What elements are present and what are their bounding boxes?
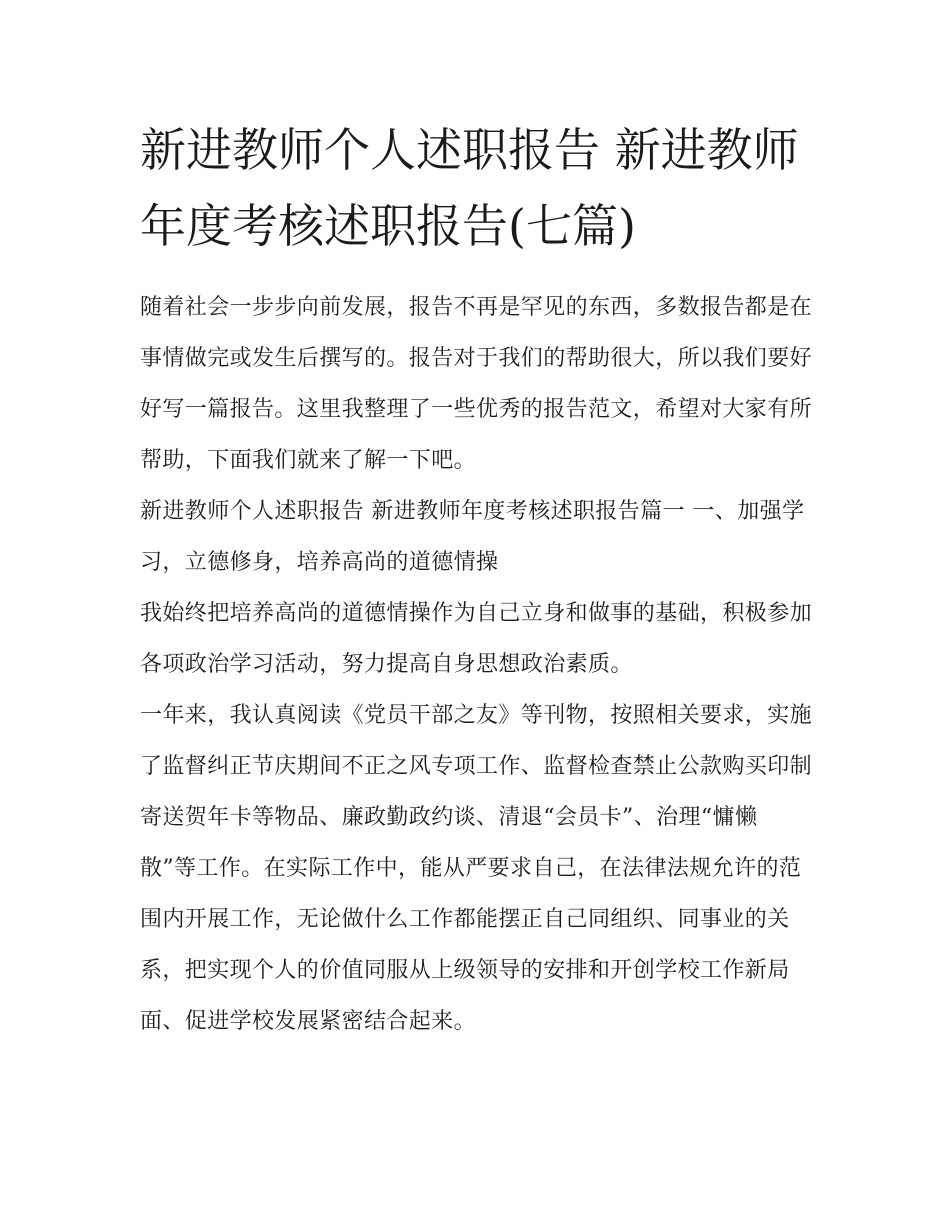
paragraph-intro: 随着社会一步步向前发展，报告不再是罕见的东西，多数报告都是在事情做完或发生后撰写的。报告对于我们的帮助很大，所以我们要好好写一篇报告。这里我整理了一些优秀的报告范文，希望对大家有所帮助，下面我们就来了解一下吧。 [140, 295, 813, 473]
paragraph-year-review: 一年来，我认真阅读《党员干部之友》等刊物，按照相关要求，实施了监督纠正节庆期间不正之风专项工作、监督检查禁止公款购买印制寄送贺年卡等物品、廉政勤政约谈、清退“会员卡”、治理“慵懒散”等工作。在实际工作中，能从严要求自己，在法律法规允许的范围内开展工作，无论做什么工作都能摆正自己同组织、同事业的关系，把实现个人的价值同服从上级领导的安排和开创学校工作新局面、促进学校发展紧密结合起来。 [140, 703, 813, 1034]
paragraph-moral-foundation: 我始终把培养高尚的道德情操作为自己立身和做事的基础，积极参加各项政治学习活动，努力提高自身思想政治素质。 [140, 601, 813, 677]
document-body [140, 112, 812, 1047]
paragraph-section-heading: 新进教师个人述职报告 新进教师年度考核述职报告篇一 一、加强学习，立德修身，培养高尚的道德情操 [140, 499, 805, 575]
document-title: 新进教师个人述职报告 新进教师年度考核述职报告(七篇) [140, 123, 799, 253]
